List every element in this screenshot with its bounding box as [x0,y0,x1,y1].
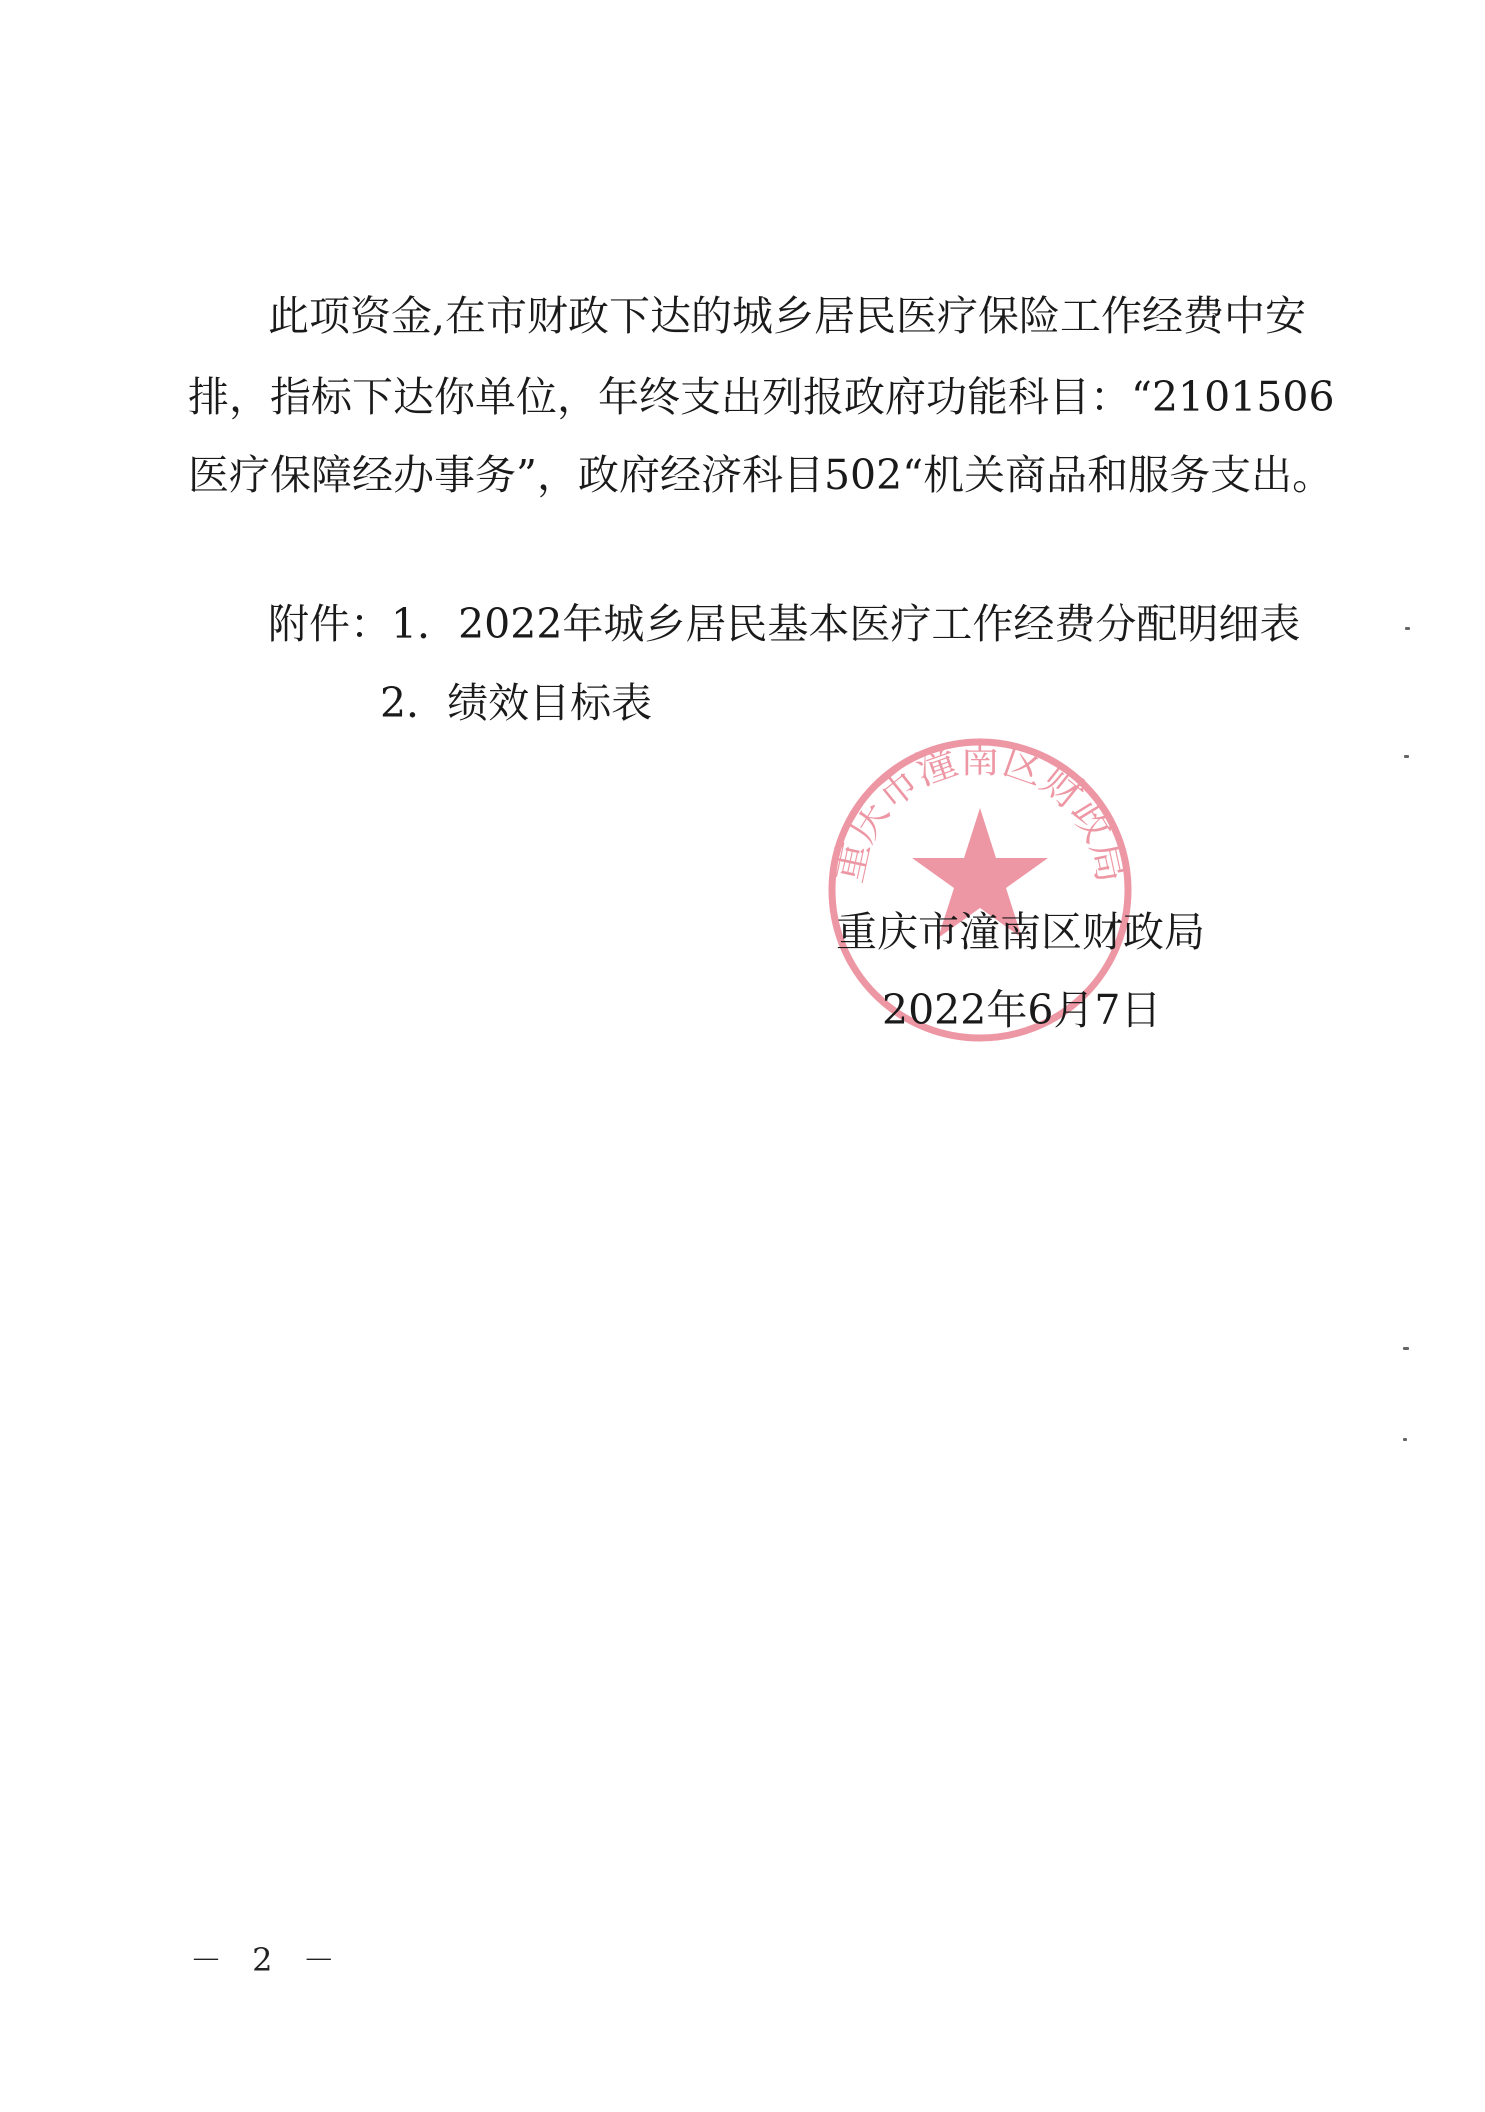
scan-speck [1405,627,1410,630]
attachment-item-1: 附件：1．2022年城乡居民基本医疗工作经费分配明细表 [268,600,1301,648]
seal-text: 重庆市潼南区财政局 [825,736,1135,887]
scan-speck [1403,1438,1407,1441]
body-paragraph-line-2: 排，指标下达你单位，年终支出列报政府功能科目：“2101506 [188,373,1335,421]
scan-speck [1403,1347,1409,1350]
scan-speck [1404,755,1409,758]
page-number: － 2 － [190,1941,345,1979]
body-paragraph-line-3: 医疗保障经办事务”，政府经济科目502“机关商品和服务支出。 [188,451,1334,499]
body-paragraph-line-1: 此项资金,在市财政下达的城乡居民医疗保险工作经费中安 [268,292,1307,340]
issuer-name: 重庆市潼南区财政局 [836,908,1205,956]
issue-date: 2022年6月7日 [882,986,1162,1034]
attachment-item-2: 2．绩效目标表 [380,679,653,727]
